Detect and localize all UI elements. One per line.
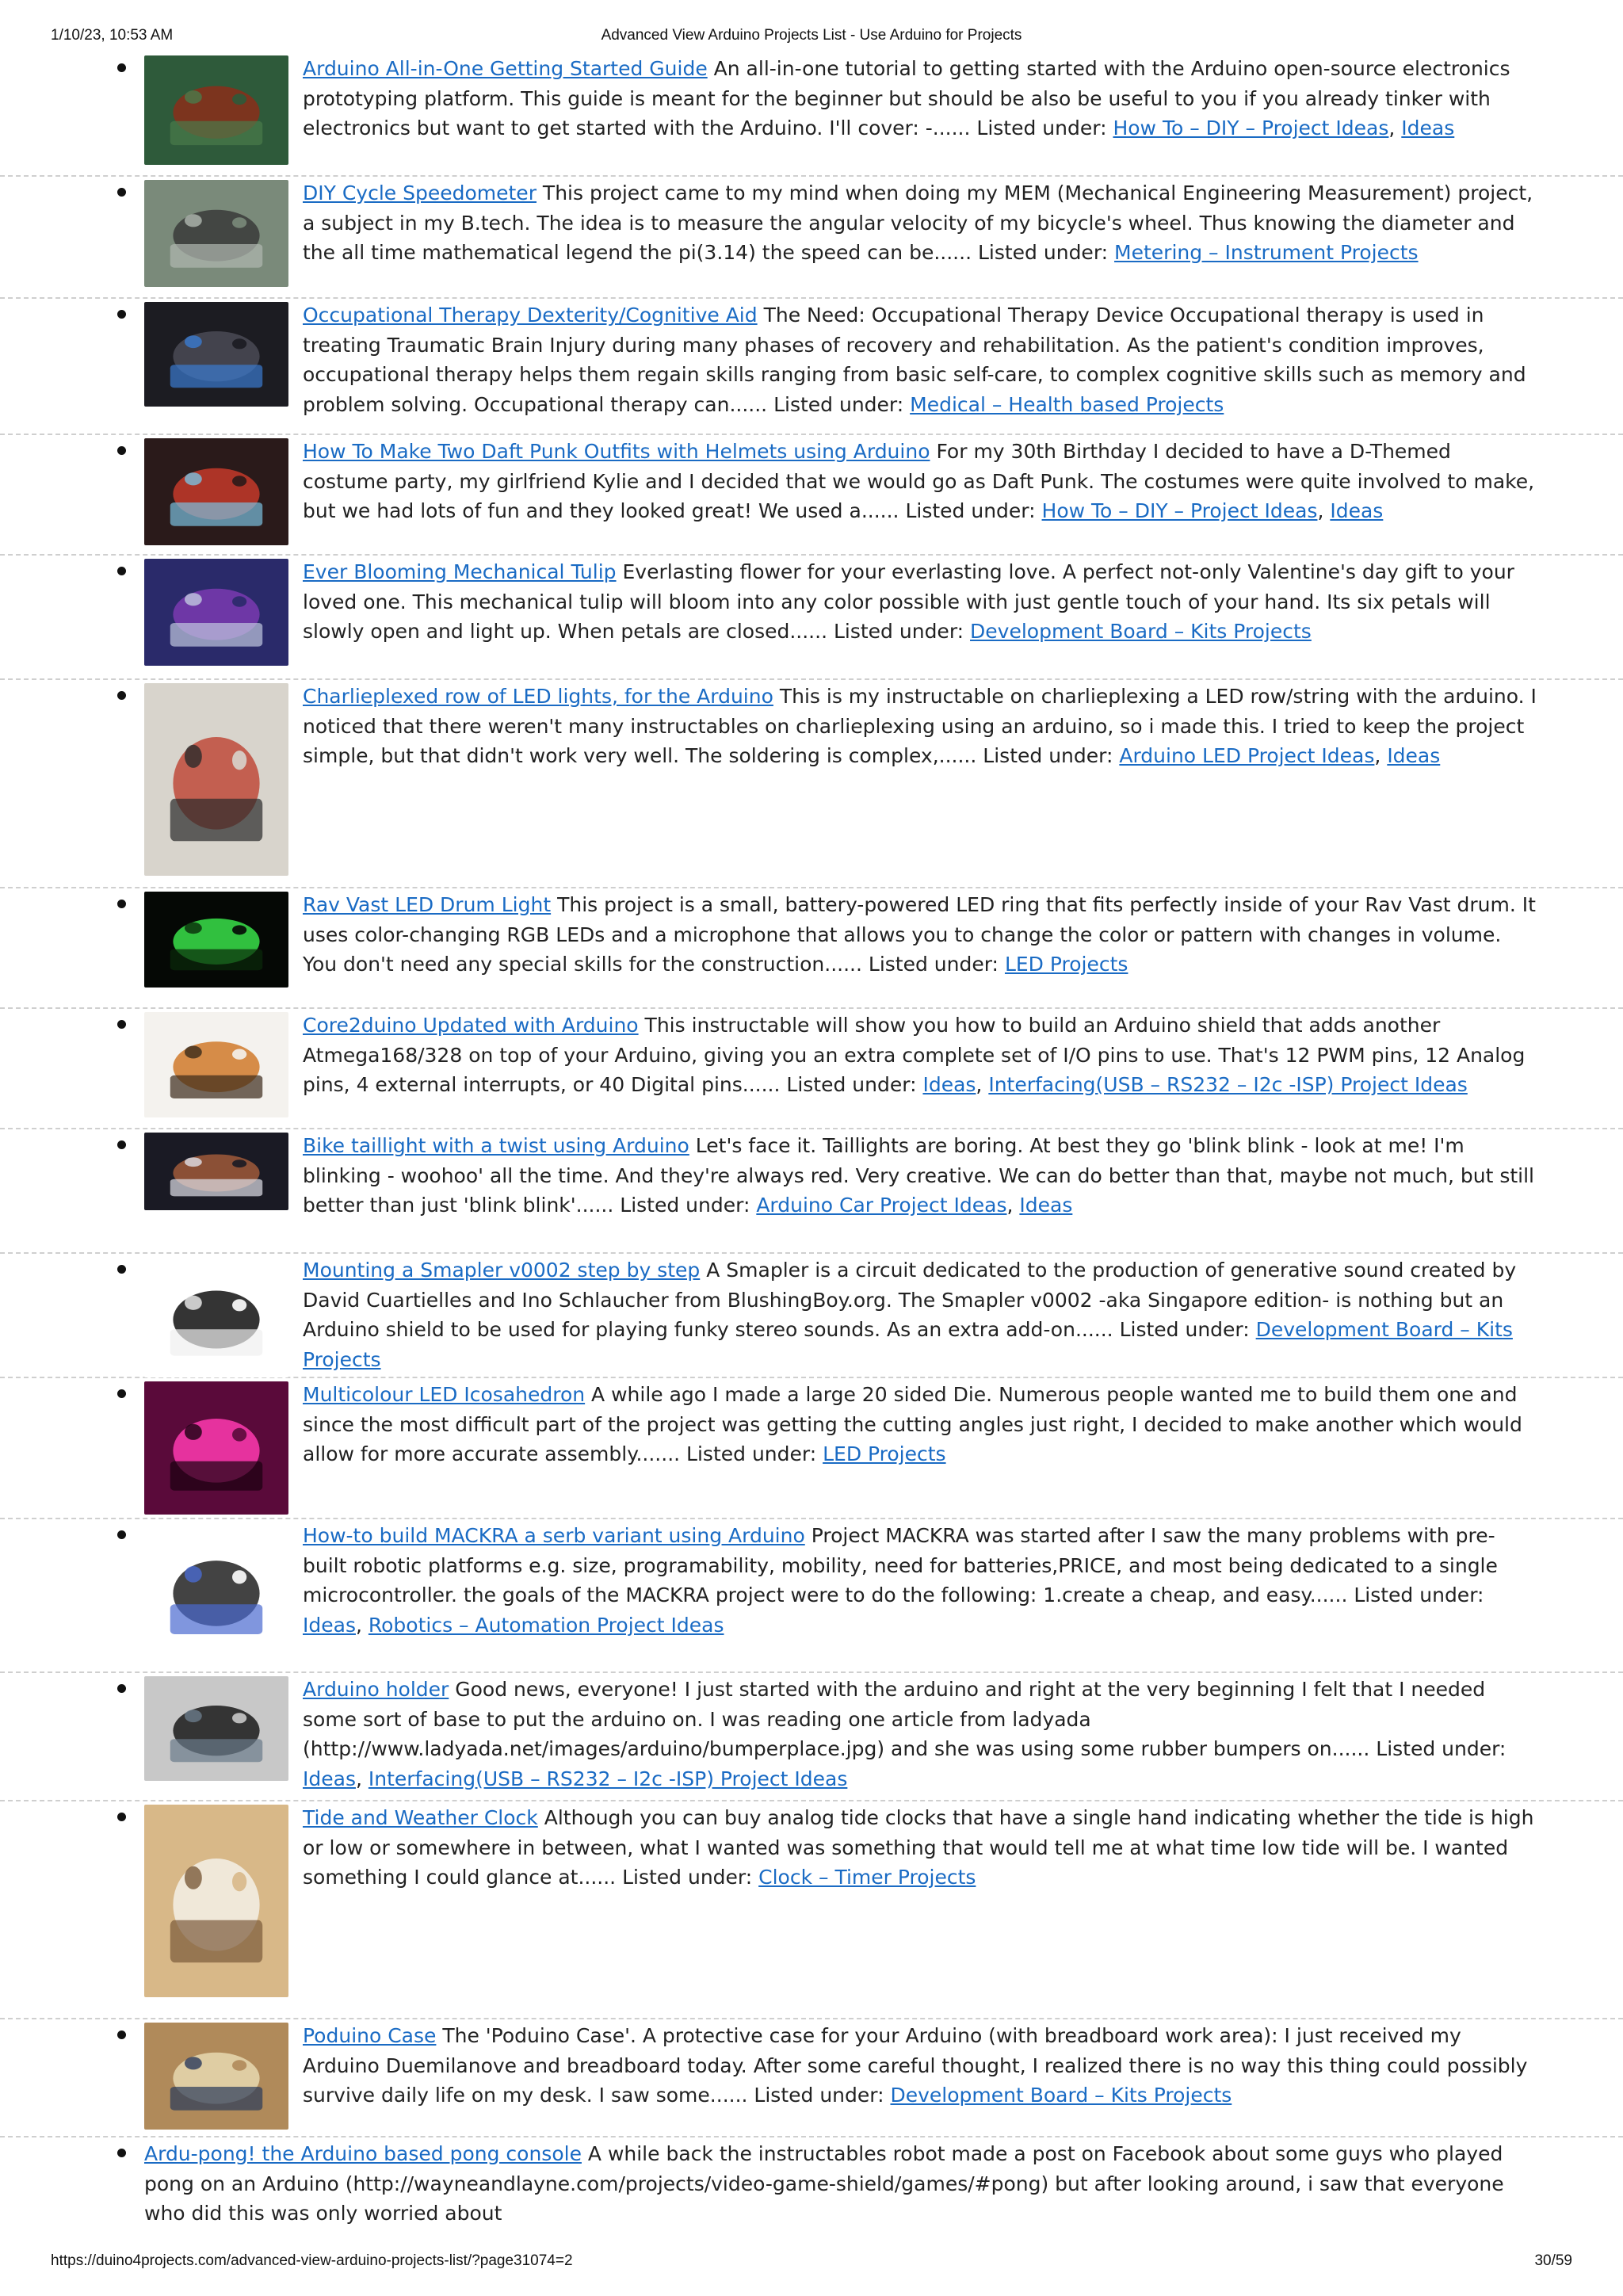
- listed-under-label: Listed under:: [1113, 1318, 1256, 1341]
- project-title-link[interactable]: Arduino holder: [303, 1678, 449, 1701]
- project-description: This instructable will show you how to build an Arduino shield that adds another Atmega168/328 on top of your Arduino, giving you an extra complete set of I/O pins to use. That's 12 PWM pins, 12 Analog pins, 4 external interrupts, or 40 Digital pins......: [303, 1014, 1526, 1096]
- category-separator: ,: [1317, 499, 1331, 522]
- item-text: [303, 1010, 1539, 1100]
- project-thumbnail[interactable]: [144, 180, 288, 287]
- project-title-link[interactable]: Rav Vast LED Drum Light: [303, 893, 552, 916]
- category-link[interactable]: Metering – Instrument Projects: [1114, 241, 1419, 264]
- project-title-link[interactable]: DIY Cycle Speedometer: [303, 181, 537, 204]
- project-description: Good news, everyone! I just started with the arduino and right at the very beginning I felt that I needed some sort of base to put the arduino on. I was reading one article from ladyada (http://www.ladyada.net/images/arduino/bumperplace.jpg) and she was using some rubber bumpers on......: [303, 1678, 1486, 1760]
- item-text: [303, 1675, 1539, 1794]
- category-link[interactable]: How To – DIY – Project Ideas: [1113, 117, 1389, 139]
- project-title-link[interactable]: Core2duino Updated with Arduino: [303, 1014, 639, 1037]
- item-text: [303, 178, 1539, 268]
- item-text: [303, 682, 1539, 771]
- list-item: [0, 435, 1623, 556]
- listed-under-label: Listed under:: [827, 620, 971, 643]
- project-description: The 'Poduino Case'. A protective case for your Arduino (with breadboard work area): I just received my Arduino Duemilanove and breadboard today. After some careful thought, I realized there is no way this thing could possibly survive daily life on my desk. I saw some......: [303, 2024, 1528, 2107]
- item-text: [303, 1131, 1539, 1221]
- item-text: [144, 2139, 1539, 2229]
- print-url: https://duino4projects.com/advanced-view-arduino-projects-list/?page31074=2: [51, 2252, 573, 2269]
- category-separator: ,: [1374, 744, 1388, 767]
- item-text: [303, 300, 1539, 419]
- project-title-link[interactable]: How-to build MACKRA a serb variant using Arduino: [303, 1524, 805, 1547]
- project-description: This is my instructable on charlieplexing a LED row/string with the arduino. I noticed that there weren't many instructables on charlieplexing using an arduino, so i made this. I tried to keep the project simple, but that didn't work very well. The soldering is complex,......: [303, 685, 1537, 767]
- project-title-link[interactable]: Mounting a Smapler v0002 step by step: [303, 1259, 701, 1282]
- item-text: [303, 54, 1539, 143]
- project-thumbnail[interactable]: [144, 2023, 288, 2130]
- project-description: Although you can buy analog tide clocks that have a single hand indicating whether the tide is high or low or somewhere in between, what I wanted was something that would tell me at what time low tide will be. I wanted something I could glance at......: [303, 1806, 1534, 1889]
- category-link[interactable]: Ideas: [922, 1073, 976, 1096]
- list-item: [0, 2137, 1623, 2225]
- project-title-link[interactable]: Multicolour LED Icosahedron: [303, 1383, 586, 1406]
- category-link[interactable]: How To – DIY – Project Ideas: [1041, 499, 1318, 522]
- category-link[interactable]: Ideas: [303, 1767, 356, 1790]
- project-thumbnail[interactable]: [144, 683, 288, 876]
- bullet: [117, 1020, 126, 1029]
- bullet: [117, 1389, 126, 1398]
- category-link[interactable]: Arduino LED Project Ideas: [1119, 744, 1375, 767]
- category-link[interactable]: Development Board – Kits Projects: [303, 1318, 1513, 1371]
- category-link[interactable]: Interfacing(USB – RS232 – I2c -ISP) Project Ideas: [988, 1073, 1468, 1096]
- listed-under-label: Listed under:: [613, 1194, 757, 1217]
- project-description: An all-in-one tutorial to getting started with the Arduino open-source electronics prototyping platform. This guide is meant for the beginner but should be also be useful to you if you already tinker with electronics but want to get started with the Arduino. I'll cover: -......: [303, 57, 1510, 139]
- project-thumbnail[interactable]: [144, 1805, 288, 1997]
- project-title-link[interactable]: Poduino Case: [303, 2024, 437, 2047]
- project-thumbnail[interactable]: [144, 892, 288, 988]
- listed-under-label: Listed under:: [767, 392, 911, 416]
- bullet: [117, 63, 126, 72]
- project-title-link[interactable]: How To Make Two Daft Punk Outfits with Helmets using Arduino: [303, 440, 930, 463]
- listed-under-label: Listed under:: [972, 241, 1115, 264]
- category-link[interactable]: Ideas: [303, 1613, 356, 1637]
- bullet: [117, 310, 126, 319]
- category-separator: ,: [355, 1613, 369, 1637]
- project-thumbnail[interactable]: [144, 55, 288, 165]
- list-item: [0, 177, 1623, 299]
- category-link[interactable]: Clock – Timer Projects: [758, 1866, 976, 1889]
- category-link[interactable]: Robotics – Automation Project Ideas: [368, 1613, 724, 1637]
- listed-under-label: Listed under:: [780, 1073, 923, 1096]
- category-separator: ,: [976, 1073, 989, 1096]
- project-description: This project came to my mind when doing my MEM (Mechanical Engineering Measurement) project, a subject in my B.tech. The idea is to measure the angular velocity of my bicycle's wheel. Thus knowing the diameter and the all time mathematical legend the pi(3.14) the speed can be......: [303, 181, 1533, 264]
- list-item: [0, 299, 1623, 435]
- listed-under-label: Listed under:: [680, 1442, 823, 1465]
- project-description: For my 30th Birthday I decided to have a D-Themed costume party, my girlfriend Kylie and I decided that we would go as Daft Punk. The costumes were quite involved to make, but we had lots of fun and they looked great! We used a......: [303, 440, 1535, 522]
- list-item: [0, 1378, 1623, 1519]
- project-description: A while ago I made a large 20 sided Die. Numerous people wanted me to build them one and since the most difficult part of the project was getting the cutting angles just right, I decided to make another which would allow for more accurate assembly.......: [303, 1383, 1522, 1465]
- project-description: Project MACKRA was started after I saw the many problems with pre-built robotic platforms e.g. size, programability, mobility, need for batteries,PRICE, and most being dedicated to a single microcontroller. the goals of the MACKRA project were to do the following: 1.create a cheap, and easy......: [303, 1524, 1498, 1606]
- print-header: [0, 24, 1623, 48]
- list-item: [0, 888, 1623, 1009]
- item-text: [303, 1380, 1539, 1469]
- list-item: [0, 2019, 1623, 2137]
- project-title-link[interactable]: Ever Blooming Mechanical Tulip: [303, 560, 617, 583]
- project-description: The Need: Occupational Therapy Device Occupational therapy is used in treating Traumatic Brain Injury during many phases of recovery and rehabilitation. As the patient's condition improves, occupational therapy helps them regain skills ranging from basic self-care, to complex cognitive skills such as memory and problem solving. Occupational therapy can......: [303, 304, 1526, 416]
- project-thumbnail[interactable]: [144, 1012, 288, 1117]
- bullet: [117, 900, 126, 908]
- item-text: [303, 1255, 1539, 1374]
- item-text: [303, 1521, 1539, 1640]
- item-text: [303, 1803, 1539, 1893]
- project-thumbnail[interactable]: [144, 302, 288, 407]
- project-title-link[interactable]: Arduino All-in-One Getting Started Guide: [303, 57, 708, 80]
- listed-under-label: Listed under:: [747, 2084, 891, 2107]
- project-description: Everlasting flower for your everlasting love. A perfect not-only Valentine's day gift to your loved one. This mechanical tulip will bloom into any color possible with just gentle touch of your hand. Its six petals will slowly open and light up. When petals are closed......: [303, 560, 1514, 643]
- project-title-link[interactable]: Occupational Therapy Dexterity/Cognitive Aid: [303, 304, 758, 327]
- project-description: A while back the instructables robot made a post on Facebook about some guys who played pong on an Arduino (http://wayneandlayne.com/projects/video-game-shield/games/#pong) but after looking around, i saw that everyone who did this was only worried about: [144, 2142, 1504, 2225]
- listed-under-label: Listed under:: [899, 499, 1042, 522]
- bullet: [117, 567, 126, 575]
- bullet: [117, 2149, 126, 2157]
- item-text: [303, 2021, 1539, 2111]
- list-item: [0, 556, 1623, 680]
- item-text: [303, 890, 1539, 980]
- page-number: 30/59: [1534, 2252, 1572, 2269]
- project-thumbnail[interactable]: [144, 1676, 288, 1781]
- bullet: [117, 1813, 126, 1821]
- bullet: [117, 446, 126, 455]
- bullet: [117, 2030, 126, 2039]
- item-text: [303, 557, 1539, 647]
- listed-under-label: Listed under:: [970, 117, 1113, 139]
- listed-under-label: Listed under:: [616, 1866, 759, 1889]
- listed-under-label: Listed under:: [976, 744, 1120, 767]
- bullet: [117, 1530, 126, 1539]
- project-thumbnail[interactable]: [144, 438, 288, 545]
- list-item: [0, 1673, 1623, 1801]
- print-footer: [0, 2249, 1623, 2273]
- list-item: [0, 1254, 1623, 1378]
- project-thumbnail[interactable]: [144, 1133, 288, 1210]
- print-page-title: Advanced View Arduino Projects List - Use Arduino for Projects: [601, 27, 1022, 44]
- project-title-link[interactable]: Ardu-pong! the Arduino based pong console: [144, 2142, 582, 2165]
- project-description: Let's face it. Taillights are boring. At best they go 'blink blink - look at me! I'm blinking - woohoo' all the time. And they're always red. Very creative. We can do better than that, maybe not much, but still better than just 'blink blink'......: [303, 1134, 1534, 1217]
- list-item: [0, 52, 1623, 177]
- listed-under-label: Listed under:: [861, 953, 1005, 976]
- project-thumbnail[interactable]: [144, 559, 288, 666]
- list-item: [0, 680, 1623, 888]
- project-title-link[interactable]: Tide and Weather Clock: [303, 1806, 538, 1829]
- project-thumbnail[interactable]: [144, 1522, 288, 1659]
- category-separator: ,: [1006, 1194, 1020, 1217]
- category-link[interactable]: Ideas: [1330, 499, 1384, 522]
- category-link[interactable]: Ideas: [1019, 1194, 1073, 1217]
- listed-under-label: Listed under:: [1369, 1737, 1507, 1760]
- project-thumbnail[interactable]: [144, 1257, 288, 1377]
- category-link[interactable]: LED Projects: [1004, 953, 1128, 976]
- project-title-link[interactable]: Charlieplexed row of LED lights, for the Arduino: [303, 685, 773, 708]
- bullet: [117, 1265, 126, 1274]
- project-list: [0, 52, 1623, 2225]
- category-link[interactable]: LED Projects: [823, 1442, 946, 1465]
- bullet: [117, 1684, 126, 1693]
- project-description: This project is a small, battery-powered LED ring that fits perfectly inside of your Rav Vast drum. It uses color-changing RGB LEDs and a microphone that allows you to change the color or pattern with changes in volume. You don't need any special skills for the construction......: [303, 893, 1536, 976]
- print-datetime: 1/10/23, 10:53 AM: [51, 27, 174, 44]
- category-link[interactable]: Interfacing(USB – RS232 – I2c -ISP) Project Ideas: [368, 1767, 848, 1790]
- category-link[interactable]: Ideas: [1401, 117, 1455, 139]
- listed-under-label: Listed under:: [1347, 1584, 1484, 1606]
- item-text: [303, 437, 1539, 526]
- project-thumbnail[interactable]: [144, 1381, 288, 1515]
- project-title-link[interactable]: Bike taillight with a twist using Arduino: [303, 1134, 689, 1157]
- category-link[interactable]: Arduino Car Project Ideas: [756, 1194, 1007, 1217]
- bullet: [117, 1140, 126, 1149]
- list-item: [0, 1129, 1623, 1254]
- list-item: [0, 1801, 1623, 2019]
- category-link[interactable]: Development Board – Kits Projects: [890, 2084, 1232, 2107]
- category-link[interactable]: Development Board – Kits Projects: [970, 620, 1312, 643]
- category-separator: ,: [355, 1767, 369, 1790]
- project-description: A Smapler is a circuit dedicated to the production of generative sound created by David Cuartielles and Ino Schlaucher from BlushingBoy.org. The Smapler v0002 -aka Singapore edition- is nothing but an Arduino shield to be used for playing funky stereo sounds. As an extra add-on......: [303, 1259, 1517, 1341]
- list-item: [0, 1519, 1623, 1673]
- bullet: [117, 188, 126, 197]
- category-separator: ,: [1388, 117, 1402, 139]
- category-link[interactable]: Ideas: [1387, 744, 1441, 767]
- bullet: [117, 691, 126, 700]
- category-link[interactable]: Medical – Health based Projects: [910, 392, 1224, 416]
- list-item: [0, 1009, 1623, 1129]
